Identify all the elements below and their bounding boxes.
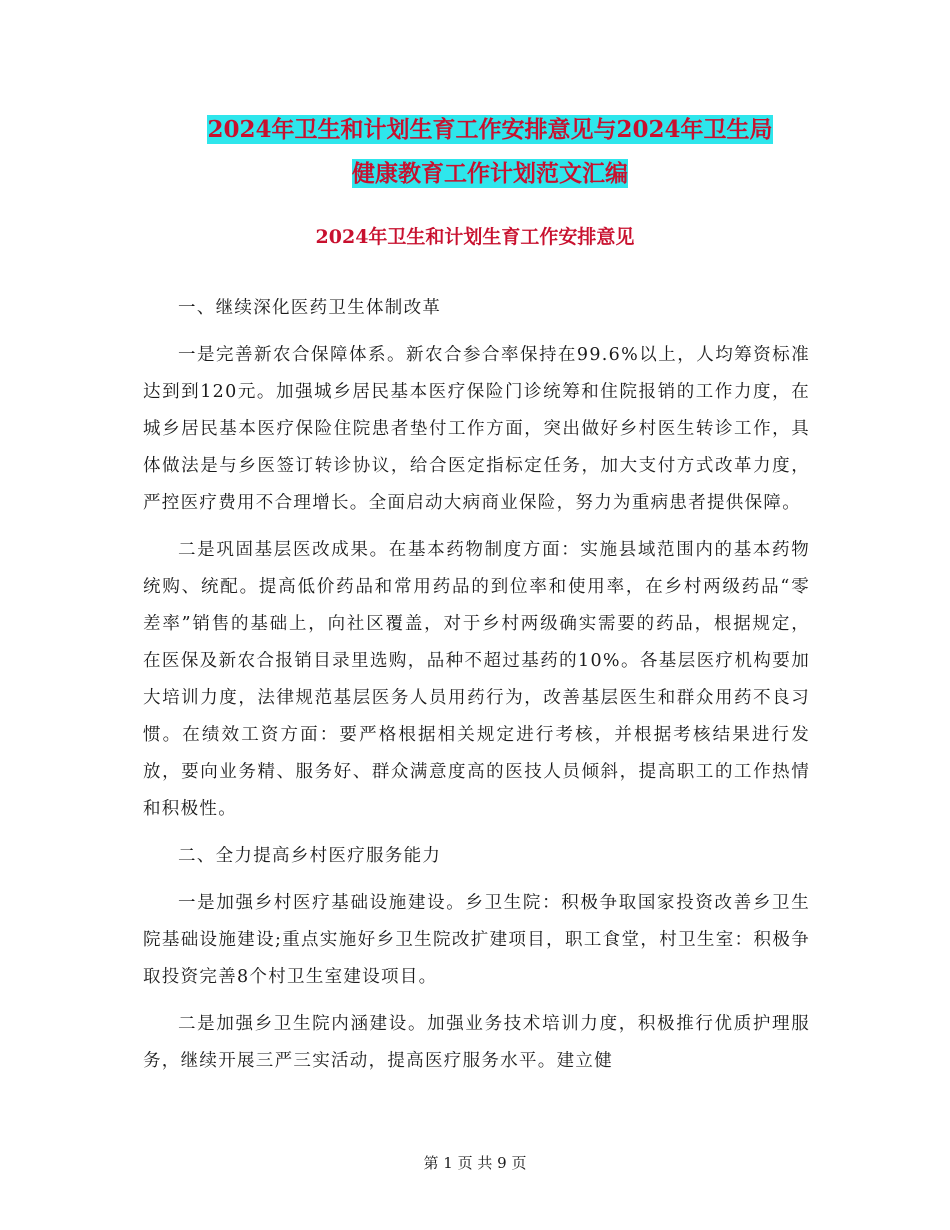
section-title: 2024年卫生和计划生育工作安排意见 [315, 226, 635, 248]
title-line-2: 健康教育工作计划范文汇编 [352, 160, 628, 187]
page-number-footer: 第 1 页 共 9 页 [423, 1154, 527, 1172]
heading-capacity: 二、全力提高乡村医疗服务能力 [178, 846, 442, 866]
title-line-1: 2024年卫生和计划生育工作安排意见与2024年卫生局 [207, 116, 773, 143]
document-body [143, 290, 810, 1090]
paragraph-hospital-building: 二是加强乡卫生院内涵建设。加强业务技术培训力度，积极推行优质护理服务，继续开展三严三实活动，提高医疗服务水平。建立健 [143, 1014, 810, 1071]
paragraph-infrastructure: 一是加强乡村医疗基础设施建设。乡卫生院：积极争取国家投资改善乡卫生院基础设施建设;重点实施好乡卫生院改扩建项目，职工食堂，村卫生室：积极争取投资完善8个村卫生室建设项目。 [143, 893, 810, 987]
paragraph-grassroots: 二是巩固基层医改成果。在基本药物制度方面：实施县域范围内的基本药物统购、统配。提高低价药品和常用药品的到位率和使用率，在乡村两级药品“零差率”销售的基础上，向社区覆盖，对于乡村两级确实需要的药品，根据规定，在医保及新农合报销目录里选购，品种不超过基药的10%。各基层医疗机构要加大培训力度，法律规范基层医务人员用药行为，改善基层医生和群众用药不良习惯。在绩效工资方面：要严格根据相关规定进行考核，并根据考核结果进行发放，要向业务精、服务好、群众满意度高的医技人员倾斜，提高职工的工作热情和积极性。 [143, 540, 810, 819]
heading-reform: 一、继续深化医药卫生体制改革 [178, 298, 442, 318]
paragraph-insurance: 一是完善新农合保障体系。新农合参合率保持在99.6%以上，人均筹资标准达到到120元。加强城乡居民基本医疗保险门诊统筹和住院报销的工作力度，在城乡居民基本医疗保险住院患者垫付工作方面，突出做好乡村医生转诊工作，具体做法是与乡医签订转诊协议，给合医定指标定任务，加大支付方式改革力度，严控医疗费用不合理增长。全面启动大病商业保险，努力为重病患者提供保障。 [143, 345, 810, 513]
document-title [140, 108, 840, 196]
